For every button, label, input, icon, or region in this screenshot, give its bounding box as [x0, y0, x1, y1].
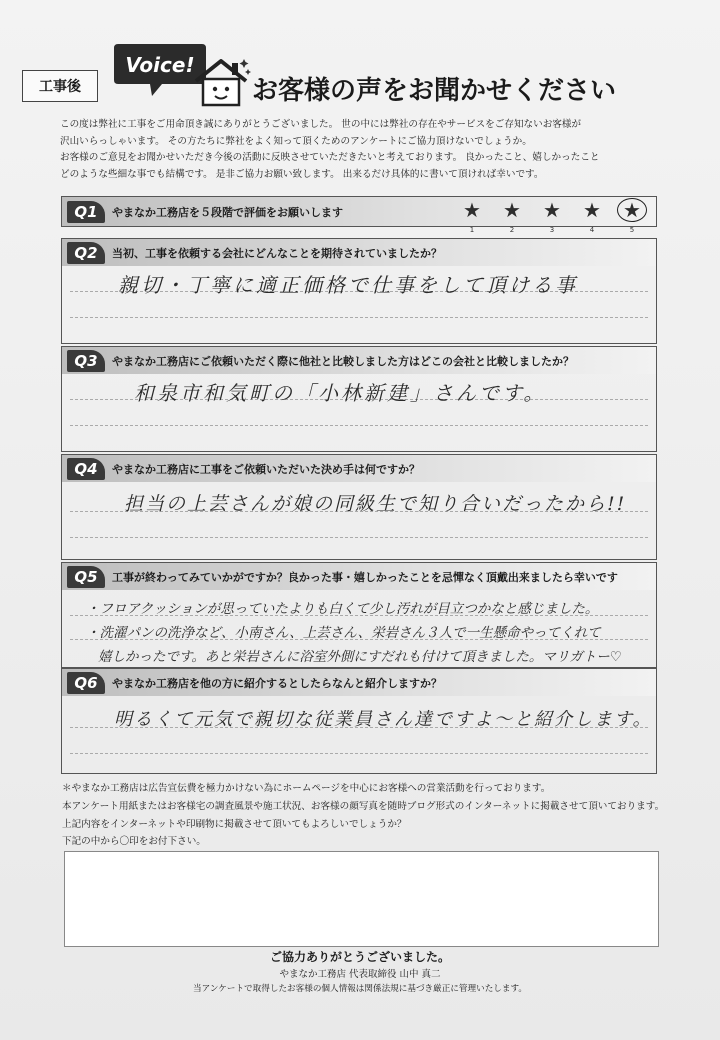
question-q2-header [62, 239, 656, 266]
answer-line [70, 537, 648, 538]
rating-label-2: 2 [509, 226, 515, 234]
question-q1-text: やまなか工務店を５段階で評価をお願いします [112, 205, 343, 219]
house-mascot-icon [190, 55, 252, 107]
voice-label: Voice! [125, 53, 195, 77]
consent-selection-area[interactable] [64, 851, 659, 947]
stage-badge: 工事後 [22, 70, 98, 102]
rating-stars[interactable] [458, 198, 646, 234]
representative-name: やまなか工務店 代表取締役 山中 真二 [279, 969, 441, 980]
question-q3-number: Q3 [67, 350, 105, 372]
question-q3-text: やまなか工務店にご依頼いただく際に他社と比較しました方はどこの会社と比較しましたか？ [112, 354, 574, 368]
answer-q6-line-1[interactable]: 明るくて元気で親切な従業員さん達ですよ〜と紹介します。 [114, 709, 653, 730]
publication-consent-note: ＊やまなか工務店は広告宣伝費を極力かけない為にホームページを中心にお客様への営業活動を行っております。 本アンケート用紙またはお客様宅の調査風景や施工状況、お客様の顔写真を随時ブログ形式のインターネットに掲載させて頂いております。 上記内容をインターネットや印刷物に掲載させて頂いてもよろしいでしょうか？ 下記の中から〇印をお付下さい。 [62, 783, 665, 848]
page-title: お客様の声をお聞かせください [252, 76, 617, 106]
rating-label-5: 5 [629, 226, 635, 234]
question-q6-header [62, 669, 656, 696]
intro-text: この度は弊社に工事をご用命頂き誠にありがとうございました。 世の中には弊社の存在やサービスをご存知ないお客様が 沢山いらっしゃいます。 その方たちに弊社をよく知って頂くためのアンケートにご協力頂けないでしょうか。 お客様のご意見をお聞かせいただき今後の活動に反映させていただきたいと考えております。 良かったこと、嬉しかったこと どのような些細な事でも結構です。 是非ご協力お願い致します。 出来るだけ具体的に書いて頂ければ幸いです。 [60, 119, 600, 180]
answer-q5-line-3[interactable]: 嬉しかったです。あと栄岩さんに浴室外側にすだれも付けて頂きました。マリガトー♡ [98, 649, 622, 665]
rating-star-2[interactable]: ★ 2 [498, 199, 526, 221]
question-q4-number: Q4 [67, 458, 105, 480]
rating-star-5[interactable]: ★ 5 [618, 199, 646, 221]
question-q1 [61, 196, 657, 234]
question-q1-number: Q1 [67, 201, 105, 223]
question-q3 [61, 346, 657, 452]
question-q6 [61, 668, 657, 774]
question-q5-number: Q5 [67, 566, 105, 588]
question-q4-text: やまなか工務店に工事をご依頼いただいた決め手は何ですか？ [112, 462, 420, 476]
rating-label-3: 3 [549, 226, 555, 234]
answer-q5-line-1[interactable]: ・フロアクッションが思っていたよりも白くて少し汚れが目立つかなと感じました。 [86, 601, 599, 617]
answer-q5-line-2[interactable]: ・洗濯パンの洗浄など、小南さん、上芸さん、栄岩さん３人で一生懸命やってくれて [86, 625, 601, 641]
rating-star-3[interactable]: ★ 3 [538, 199, 566, 221]
question-q6-text: やまなか工務店を他の方に紹介するとしたらなんと紹介しますか？ [112, 676, 442, 690]
question-q5-header [62, 563, 656, 590]
question-q5-text: 工事が終わってみていかがですか？良かった事・嬉しかったことを忌憚なく頂戴出来ましたら幸いです [112, 570, 618, 584]
question-q6-number: Q6 [67, 672, 105, 694]
rating-label-4: 4 [589, 226, 595, 234]
question-q2 [61, 238, 657, 344]
question-q4-header [62, 455, 656, 482]
answer-q2-line-1[interactable]: 親切・丁寧に適正価格で仕事をして頂ける事 [118, 273, 578, 297]
answer-line [70, 317, 648, 318]
rating-label-1: 1 [469, 226, 475, 234]
rating-star-4[interactable]: ★ 4 [578, 199, 606, 221]
answer-q3-line-1[interactable]: 和泉市和気町の「小林新建」さんです。 [134, 381, 547, 405]
question-q4 [61, 454, 657, 560]
question-q2-text: 当初、工事を依頼する会社にどんなことを期待されていましたか？ [112, 246, 442, 260]
question-q3-header [62, 347, 656, 374]
rating-star-1[interactable]: ★ 1 [458, 199, 486, 221]
question-q2-number: Q2 [67, 242, 105, 264]
answer-line [70, 753, 648, 754]
answer-line [70, 425, 648, 426]
question-q5 [61, 562, 657, 668]
privacy-notice: 当アンケートで取得したお客様の個人情報は関係法規に基づき厳正に管理いたします。 [193, 984, 527, 994]
thanks-message: ご協力ありがとうございました。 [269, 950, 450, 964]
answer-q4-line-1[interactable]: 担当の上芸さんが娘の同級生で知り合いだったから!! [124, 493, 627, 515]
